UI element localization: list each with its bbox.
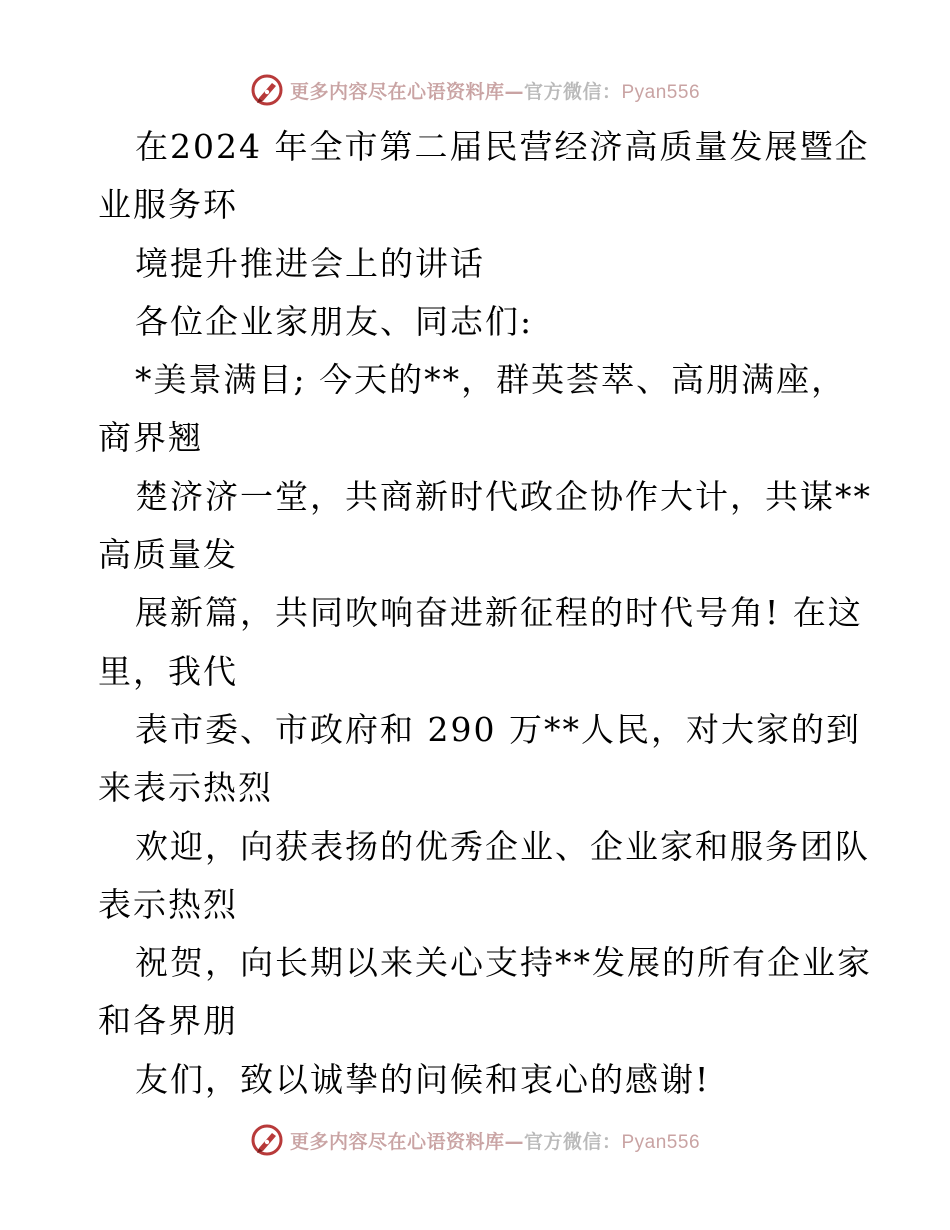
text-line: 祝贺，向长期以来关心支持**发展的所有企业家 xyxy=(135,943,872,983)
text-line: 各位企业家朋友、同志们: xyxy=(135,301,534,341)
wechat-id: Pyan556 xyxy=(621,81,701,103)
text-line: 境提升推进会上的讲话 xyxy=(135,243,485,283)
text-line: 友们，致以诚挚的问候和衷心的感谢! xyxy=(135,1059,711,1099)
pen-logo-icon xyxy=(250,1123,284,1157)
pen-logo-icon xyxy=(250,73,284,107)
wechat-id: Pyan556 xyxy=(621,1131,701,1153)
text-line: 楚济济一堂，共商新时代政企协作大计，共谋** xyxy=(135,476,872,516)
text-line: 业服务环 xyxy=(98,185,238,225)
text-line: 商界翘 xyxy=(98,418,203,458)
speech-body xyxy=(98,118,872,1109)
watermark-title: 更多内容尽在心语资料库 xyxy=(289,80,505,103)
watermark-text xyxy=(290,1127,700,1154)
watermark-title: 更多内容尽在心语资料库 xyxy=(289,1130,505,1153)
header-watermark xyxy=(0,70,950,110)
wechat-label: 官方微信： xyxy=(523,1130,622,1153)
text-line: 高质量发 xyxy=(98,535,238,575)
text-line: 来表示热烈 xyxy=(98,768,273,808)
text-line: 表示热烈 xyxy=(98,884,238,924)
watermark-separator: — xyxy=(504,1130,524,1153)
text-line: *美景满目; 今天的**，群英荟萃、高朋满座， xyxy=(135,360,847,400)
watermark-text xyxy=(290,77,700,104)
text-line: 欢迎，向获表扬的优秀企业、企业家和服务团队 xyxy=(135,826,870,866)
footer-watermark xyxy=(0,1120,950,1160)
text-line: 在2024 年全市第二届民营经济高质量发展暨企 xyxy=(135,127,870,166)
text-line: 里，我代 xyxy=(98,651,238,691)
text-line: 表市委、市政府和 290 万**人民，对大家的到 xyxy=(135,709,861,749)
watermark-separator: — xyxy=(504,80,524,103)
text-line: 和各界朋 xyxy=(98,1001,238,1041)
text-line: 展新篇，共同吹响奋进新征程的时代号角! 在这 xyxy=(135,593,863,633)
wechat-label: 官方微信： xyxy=(523,80,622,103)
